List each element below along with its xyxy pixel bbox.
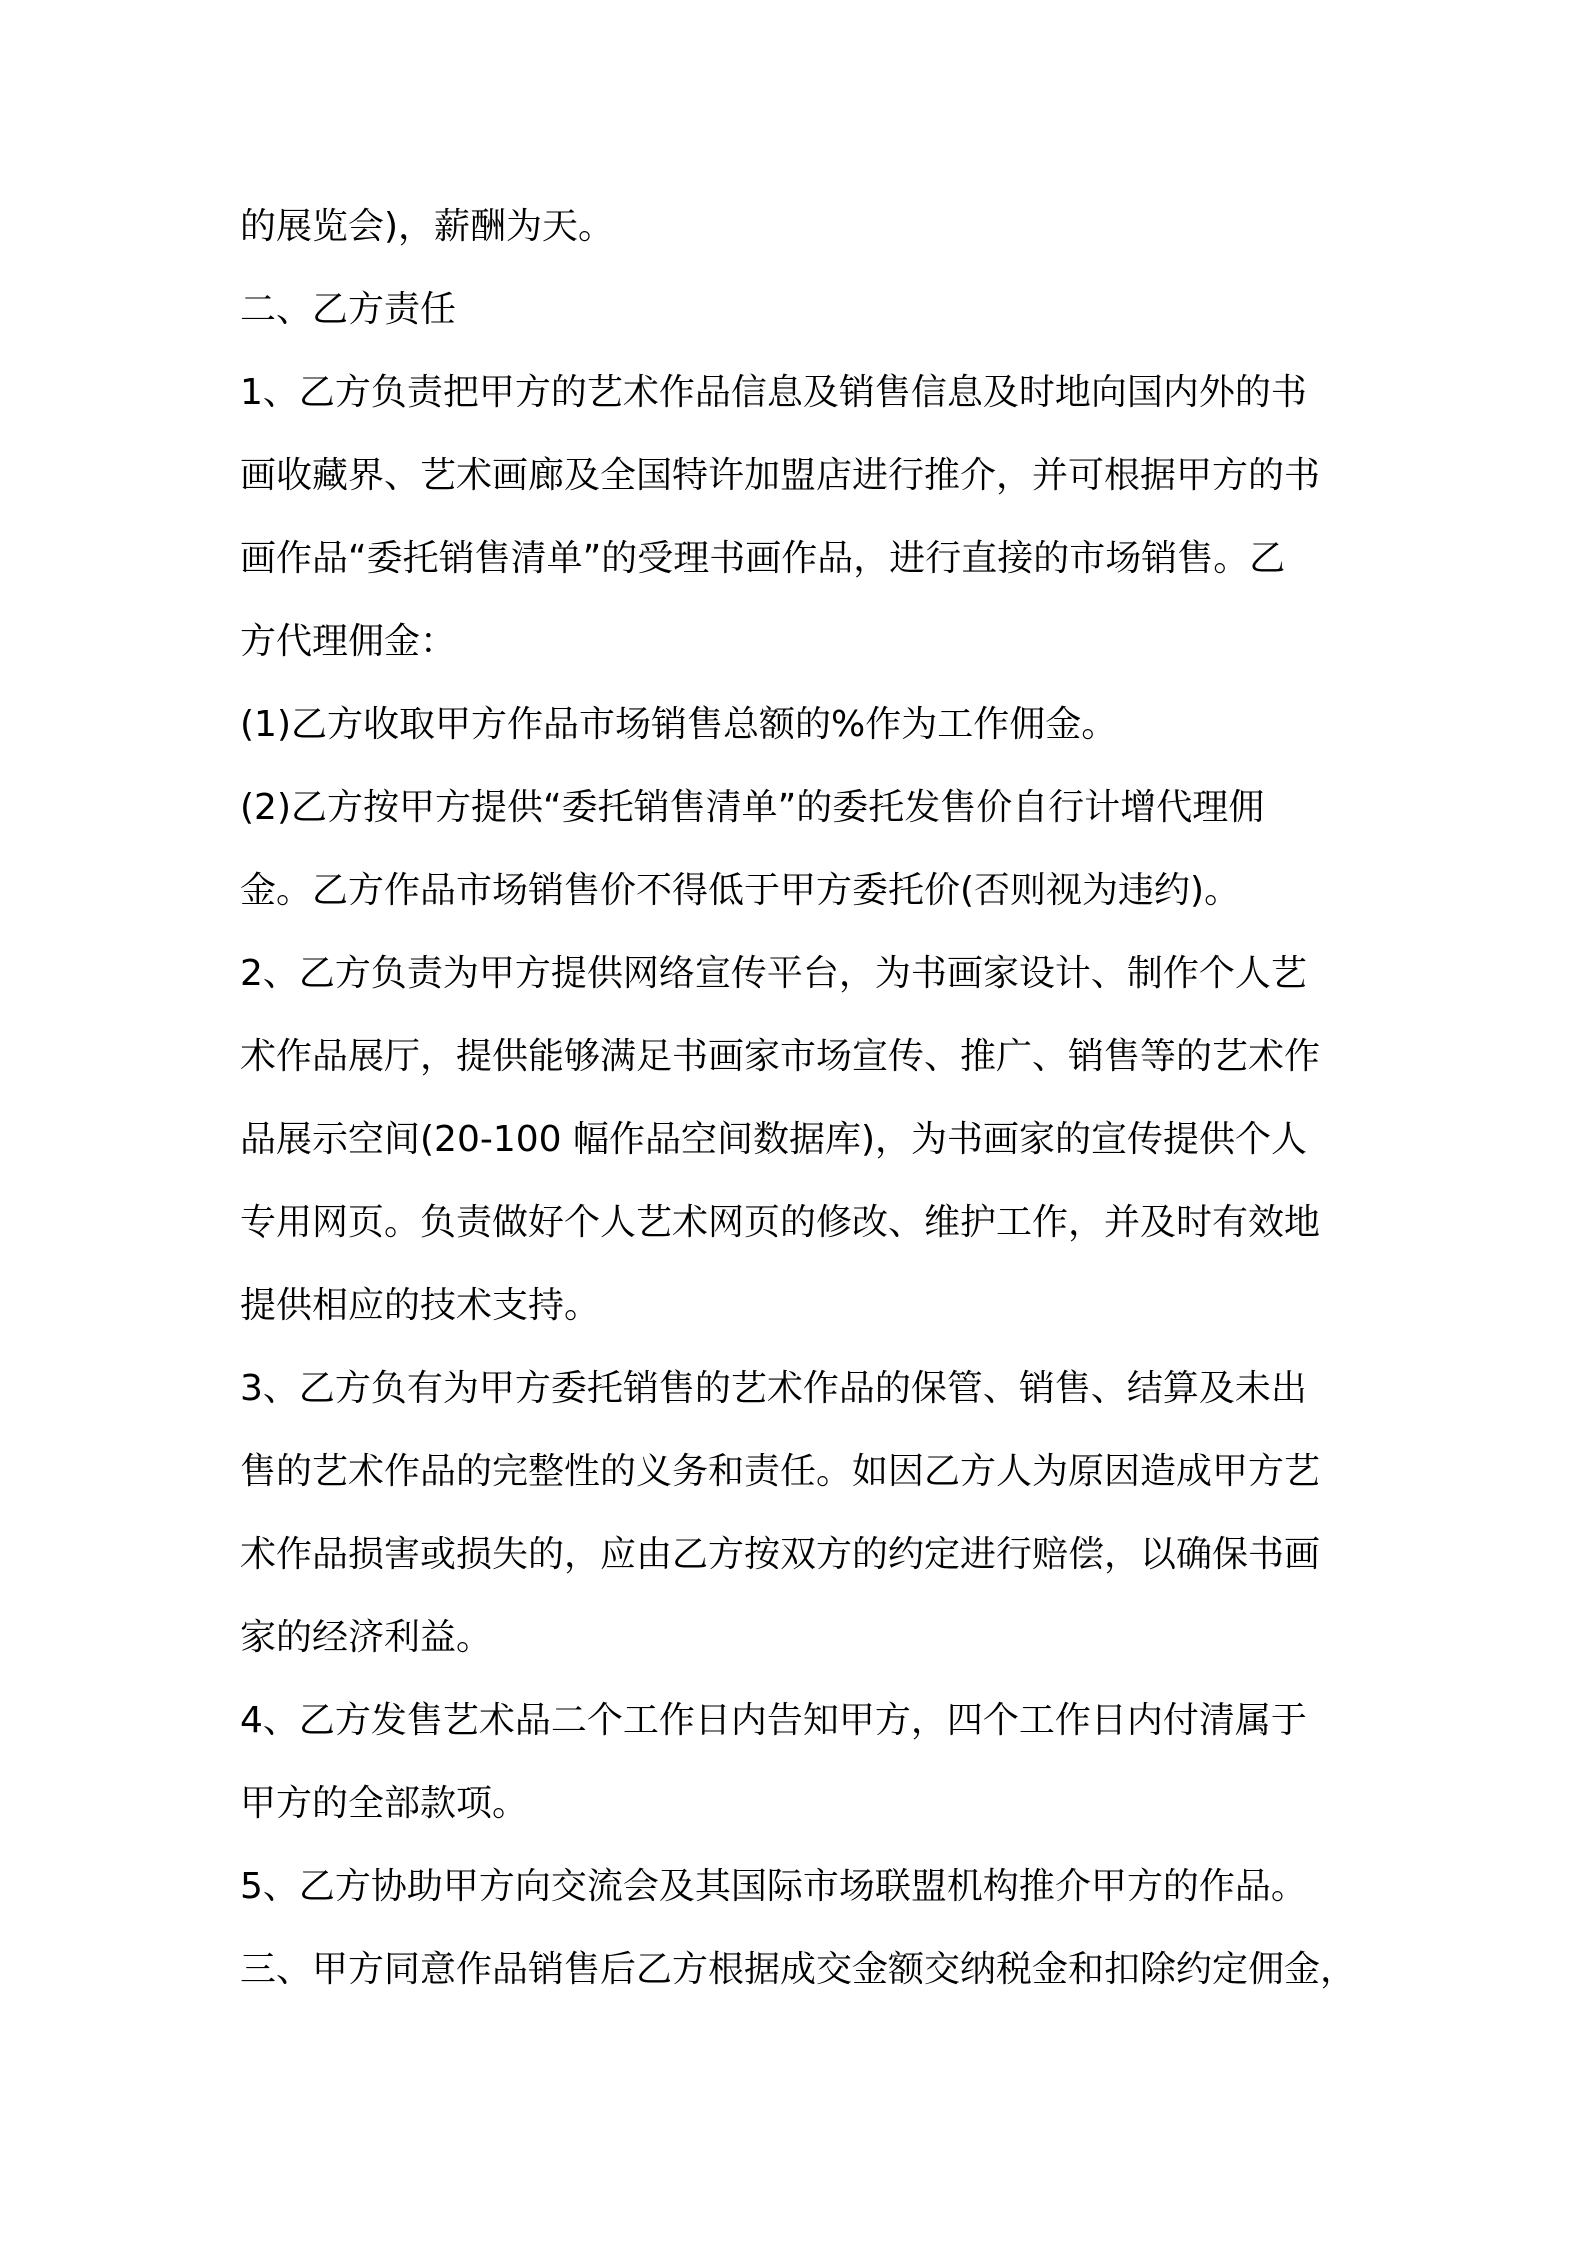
text-line: 的展览会)，薪酬为天。 — [240, 206, 615, 247]
section-heading: 二、乙方责任 — [240, 289, 457, 330]
text-line: 画收藏界、艺术画廊及全国特许加盟店进行推介，并可根据甲方的书 — [240, 455, 1321, 496]
text-line: (2)乙方按甲方提供“委托销售清单”的委托发售价自行计增代理佣 — [240, 787, 1265, 828]
text-line: 1、乙方负责把甲方的艺术作品信息及销售信息及时地向国内外的书 — [240, 372, 1307, 413]
text-line: 品展示空间(20-100 幅作品空间数据库)，为书画家的宣传提供个人 — [240, 1119, 1308, 1160]
text-line: 专用网页。负责做好个人艺术网页的修改、维护工作，并及时有效地 — [240, 1202, 1321, 1243]
text-line: 画作品“委托销售清单”的受理书画作品，进行直接的市场销售。乙 — [240, 538, 1286, 579]
text-line: 金。乙方作品市场销售价不得低于甲方委托价(否则视为违约)。 — [240, 870, 1241, 911]
text-line: 提供相应的技术支持。 — [240, 1285, 601, 1326]
text-line: 术作品展厅，提供能够满足书画家市场宣传、推广、销售等的艺术作 — [240, 1036, 1321, 1077]
text-line: 3、乙方负有为甲方委托销售的艺术作品的保管、销售、结算及未出 — [240, 1368, 1307, 1409]
text-line: 方代理佣金： — [240, 621, 457, 662]
text-line: (1)乙方收取甲方作品市场销售总额的%作为工作佣金。 — [240, 704, 1118, 745]
text-line: 4、乙方发售艺术品二个工作日内告知甲方，四个工作日内付清属于 — [240, 1700, 1307, 1741]
contract-text — [240, 197, 1370, 2023]
text-line: 5、乙方协助甲方向交流会及其国际市场联盟机构推介甲方的作品。 — [240, 1866, 1307, 1907]
text-line: 术作品损害或损失的，应由乙方按双方的约定进行赔偿，以确保书画 — [240, 1534, 1321, 1575]
text-line: 甲方的全部款项。 — [240, 1783, 529, 1824]
section-heading: 三、甲方同意作品销售后乙方根据成交金额交纳税金和扣除约定佣金， — [240, 1949, 1357, 1990]
text-line: 家的经济利益。 — [240, 1617, 493, 1658]
text-line: 售的艺术作品的完整性的义务和责任。如因乙方人为原因造成甲方艺 — [240, 1451, 1321, 1492]
text-line: 2、乙方负责为甲方提供网络宣传平台，为书画家设计、制作个人艺 — [240, 953, 1307, 994]
